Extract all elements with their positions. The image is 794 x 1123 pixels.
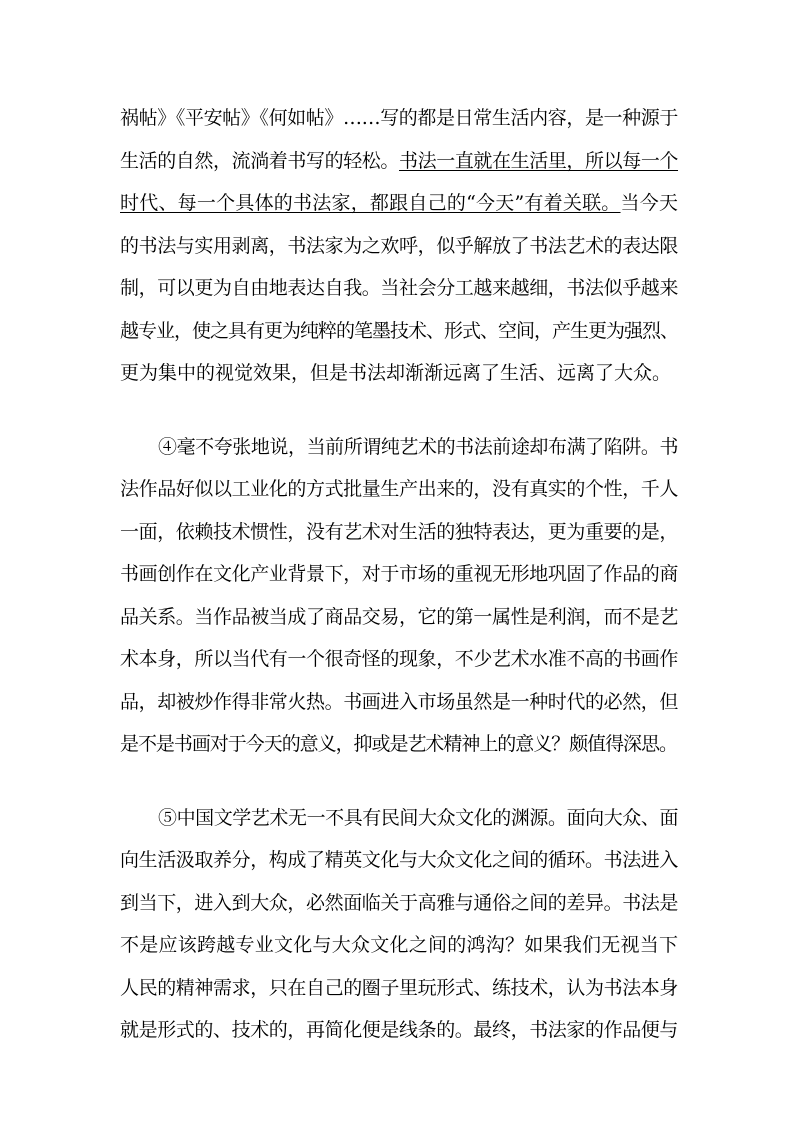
text-line: 术本身，所以当代有一个很奇怪的现象，不少艺术水准不高的书画作 xyxy=(120,648,678,670)
paragraph-4 xyxy=(120,426,678,766)
text-line: 就是形式的、技术的，再简化便是线条的。最终，书法家的作品便与 xyxy=(120,1019,678,1041)
text-line: 人民的精神需求，只在自己的圈子里玩形式、练技术，认为书法本身 xyxy=(120,976,678,999)
text-line: 的书法与实用剥离，书法家为之欢呼，似乎解放了书法艺术的表达限 xyxy=(120,234,678,257)
text-line: 法作品好似以工业化的方式批量生产出来的，没有真实的个性，千人 xyxy=(120,478,678,500)
text-line: 品，却被炒作得非常火热。书画进入市场虽然是一种时代的必然，但 xyxy=(120,690,678,713)
text-line: 不是应该跨越专业文化与大众文化之间的鸿沟？如果我们无视当下 xyxy=(120,934,678,956)
article-body xyxy=(120,97,678,1052)
text-segment: 生活的自然，流淌着书写的轻松。 xyxy=(120,149,400,172)
text-line: 品关系。当作品被当成了商品交易，它的第一属性是利润，而不是艺 xyxy=(120,605,678,628)
underlined-sentence: 时代、每一个具体的书法家，都跟自己的“今天”有着关联。 xyxy=(120,192,621,214)
text-line xyxy=(120,182,678,225)
paragraph-3-continuation xyxy=(120,97,678,395)
paragraph-gap xyxy=(120,766,678,797)
text-line: ⑤中国文学艺术无一不具有民间大众文化的渊源。面向大众、面 xyxy=(158,806,678,829)
text-line: 越专业，使之具有更为纯粹的笔墨技术、形式、空间，产生更为强烈、 xyxy=(120,319,678,342)
text-line: ④毫不夸张地说，当前所谓纯艺术的书法前途却布满了陷阱。书 xyxy=(158,435,678,458)
underlined-sentence: 书法一直就在生活里，所以每一个 xyxy=(399,149,679,172)
text-line: 是不是书画对于今天的意义，抑或是艺术精神上的意义？颇值得深思。 xyxy=(120,733,677,755)
text-segment: 当今天 xyxy=(620,192,678,214)
text-line: 制，可以更为自由地表达自我。当社会分工越来越细，书法似乎越来 xyxy=(120,277,678,299)
text-line: 祸帖》《平安帖》《何如帖》……写的都是日常生活内容，是一种源于 xyxy=(120,107,678,129)
text-line: 一面，依赖技术惯性，没有艺术对生活的独特表达，更为重要的是， xyxy=(120,520,678,543)
text-line: 向生活汲取养分，构成了精英文化与大众文化之间的循环。书法进入 xyxy=(120,849,678,871)
text-line: 书画创作在文化产业背景下，对于市场的重视无形地巩固了作品的商 xyxy=(120,563,678,585)
paragraph-gap xyxy=(120,395,678,426)
paragraph-5 xyxy=(120,797,678,1052)
text-line xyxy=(120,140,678,183)
text-line: 更为集中的视觉效果，但是书法却渐渐远离了生活、远离了大众。 xyxy=(120,362,672,384)
text-line: 到当下，进入到大众，必然面临关于高雅与通俗之间的差异。书法是 xyxy=(120,891,678,914)
